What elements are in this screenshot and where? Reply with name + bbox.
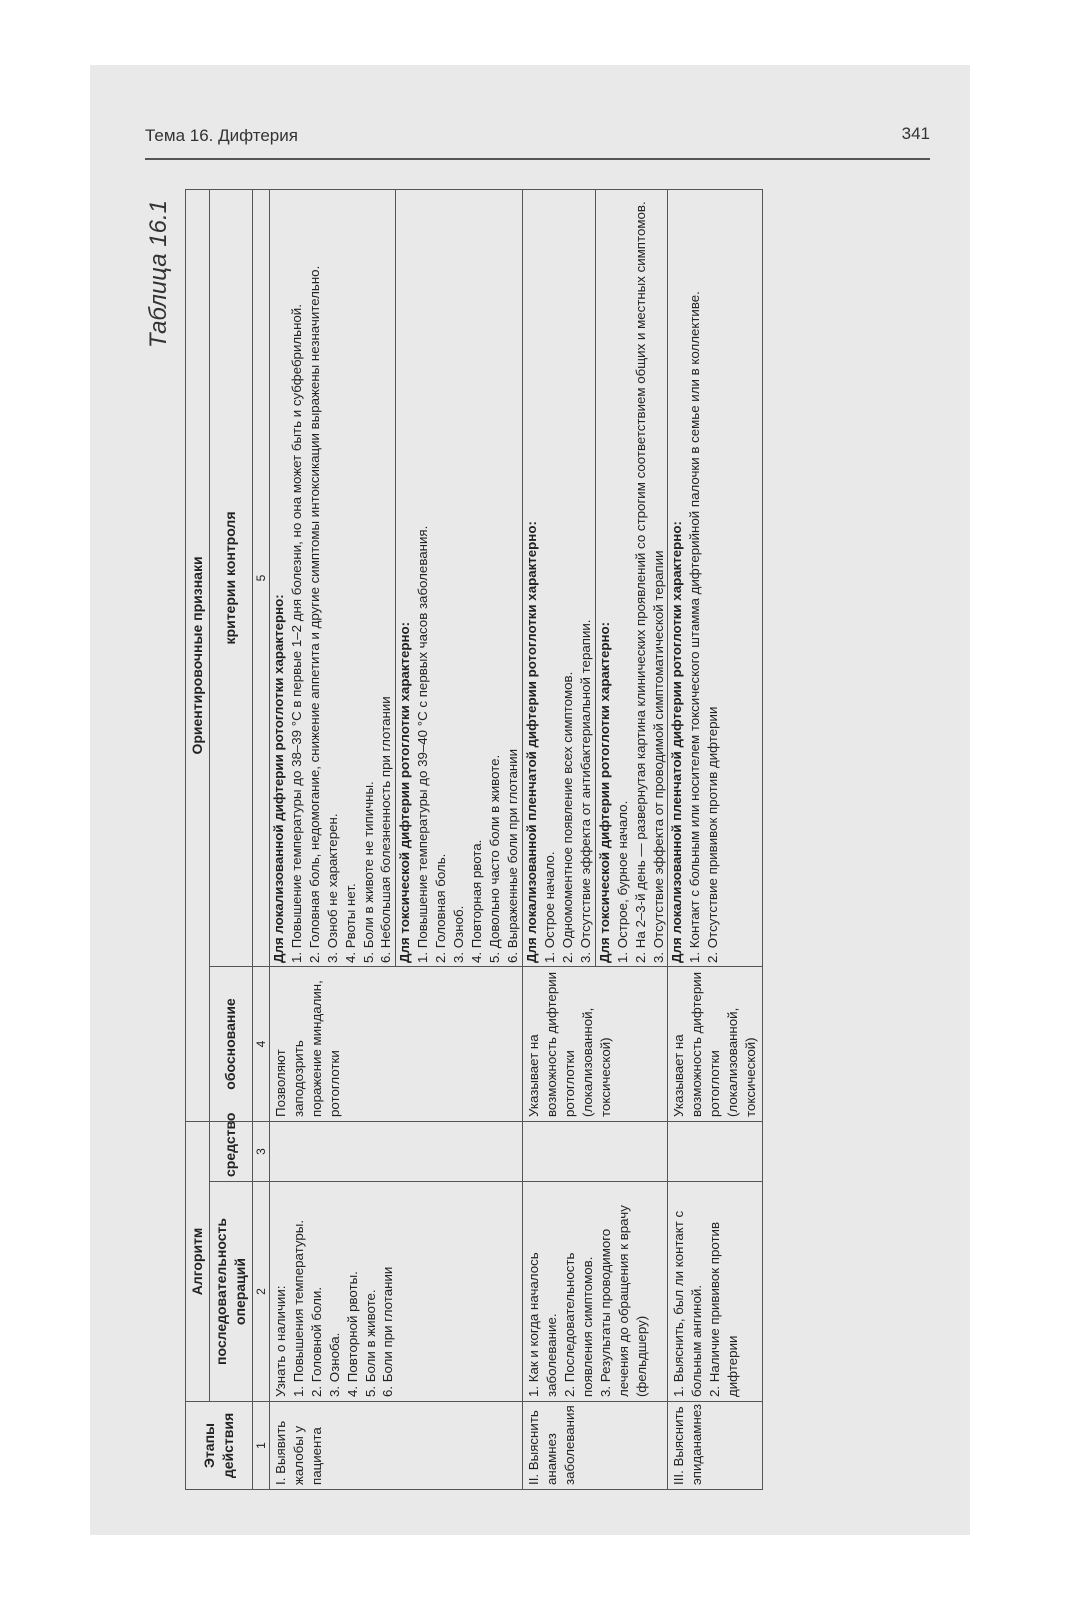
- criteria-item: 5. Боли в животе не типичны.: [360, 781, 376, 963]
- page-title: Тема 16. Дифтерия: [145, 126, 298, 145]
- column-number: 2: [252, 1182, 269, 1402]
- operation-item: 1. Выяснить, был ли контакт с больным ангиной.: [671, 1210, 705, 1397]
- table-row: [269, 189, 522, 1489]
- table-row: [668, 189, 763, 1489]
- stage-cell: I. Выявить жалобы у пациента: [269, 1402, 522, 1490]
- means-cell: [269, 1121, 522, 1181]
- column-numbers-row: [252, 189, 269, 1489]
- justification-cell: Указывает на возможность дифтерии ротоглотки (локализованной, токсической): [668, 966, 763, 1121]
- header-criteria: критерии контроля: [209, 189, 252, 966]
- operations-list: [525, 1186, 651, 1397]
- justification-cell: Указывает на возможность дифтерии ротоглотки (локализованной, токсической): [522, 966, 668, 1121]
- criteria-list: [414, 193, 522, 963]
- stage-cell: II. Выяснить анамнез заболевания: [522, 1402, 668, 1490]
- header-sequence: последовательность операций: [209, 1182, 252, 1402]
- operation-item: 2. Последовательность появления симптомов.: [561, 1252, 595, 1397]
- table-row: [522, 189, 668, 1489]
- page-header: [145, 120, 930, 160]
- criteria-block: [270, 190, 396, 966]
- criteria-item: 2. Головная боль, недомогание, снижение аппетита и другие симптомы интоксикации выражены незначительно.: [306, 265, 322, 963]
- criteria-item: 5. Довольно часто боли в животе.: [487, 754, 503, 963]
- criteria-item: 4. Рвоты нет.: [342, 883, 358, 963]
- column-number: 4: [252, 966, 269, 1121]
- criteria-item: 2. Головная боль.: [433, 853, 449, 963]
- criteria-item: 1. Острое, бурное начало.: [614, 800, 630, 963]
- criteria-item: 3. Отсутствие эффекта от проводимой симптоматической терапии: [650, 550, 666, 963]
- operation-item: 2. Головной боли.: [308, 1286, 324, 1397]
- criteria-item: 2. Отсутствие прививок против дифтерии: [705, 706, 721, 963]
- criteria-item: 6. Небольшая болезненность при глотании: [378, 696, 394, 963]
- criteria-cell: [522, 189, 668, 966]
- operation-item: 1. Как и когда началось заболевание.: [525, 1252, 559, 1397]
- operation-item: 5. Боли в животе.: [362, 1289, 378, 1397]
- operation-item: 3. Результаты проводимого лечения до обращения к врачу (фельдшеру): [597, 1205, 649, 1397]
- justification-cell: Позволяют заподозрить поражение миндалин, ротоглотки: [269, 966, 522, 1121]
- table-caption: Таблица 16.1: [145, 200, 172, 349]
- criteria-title: Для токсической дифтерии ротоглотки характерно:: [596, 621, 612, 963]
- header-means: средство: [209, 1121, 252, 1181]
- operations-intro: Узнать о наличии:: [272, 1285, 288, 1397]
- criteria-cell: [269, 189, 522, 966]
- criteria-block: [668, 190, 722, 966]
- criteria-block: [595, 190, 668, 966]
- stage-cell: III. Выяснить эпиданамнез: [668, 1402, 763, 1490]
- criteria-cell: [668, 189, 763, 966]
- criteria-list: [541, 193, 595, 963]
- criteria-title: Для локализованной дифтерии ротоглотки характерно:: [270, 594, 286, 963]
- criteria-item: 4. Повторная рвота.: [469, 839, 485, 963]
- criteria-block: [523, 190, 595, 966]
- algorithm-table: [185, 189, 763, 1490]
- operations-cell: [522, 1182, 668, 1402]
- rotated-table-area: [145, 190, 935, 1490]
- operation-item: 6. Боли при глотании: [380, 1266, 396, 1397]
- column-number: 1: [252, 1402, 269, 1490]
- criteria-list: [288, 193, 396, 963]
- header-orientation-signs: Ориентировочные признаки: [186, 189, 210, 1121]
- header-stages: Этапы действия: [186, 1402, 253, 1490]
- criteria-block: [395, 190, 522, 966]
- operation-item: 1. Повышения температуры.: [290, 1219, 306, 1397]
- criteria-item: 1. Повышение температуры до 38–39 °С в первые 1–2 дня болезни, но она может быть и субфебрильной.: [288, 304, 304, 963]
- criteria-title: Для локализованной пленчатой дифтерии ротоглотки характерно:: [523, 521, 539, 963]
- means-cell: [668, 1121, 763, 1181]
- operations-cell: [269, 1182, 522, 1402]
- criteria-item: 1. Повышение температуры до 39–40 °С с первых часов заболевания.: [415, 525, 431, 963]
- criteria-title: Для токсической дифтерии ротоглотки характерно:: [397, 621, 413, 963]
- operations-list: [670, 1186, 742, 1397]
- criteria-item: 2. На 2–3-й день — развернутая картина клинических проявлений со строгим соответствием общих и местных симптомов.: [632, 201, 648, 963]
- criteria-item: 1. Контакт с больным или носителем токсического штамма дифтерийной палочки в семье или в коллективе.: [687, 291, 703, 963]
- header-justification: обоснование: [209, 966, 252, 1121]
- operation-item: 3. Озноба.: [326, 1332, 342, 1397]
- criteria-item: 3. Озноб.: [451, 905, 467, 963]
- operations-cell: [668, 1182, 763, 1402]
- criteria-list: [614, 193, 668, 963]
- header-algorithm: Алгоритм: [186, 1121, 210, 1401]
- operation-item: 4. Повторной рвоты.: [344, 1271, 360, 1397]
- operation-item: 2. Наличие прививок против дифтерии: [707, 1221, 741, 1397]
- criteria-item: 2. Одномоментное появление всех симптомов.: [559, 671, 575, 963]
- operations-list: [290, 1186, 398, 1397]
- column-number: 5: [252, 189, 269, 966]
- criteria-item: 3. Отсутствие эффекта от антибактериальной терапии.: [577, 619, 593, 963]
- page-number: 341: [901, 124, 930, 143]
- criteria-item: 1. Острое начало.: [541, 851, 557, 963]
- criteria-item: 6. Выраженные боли при глотании: [505, 748, 521, 963]
- criteria-item: 3. Озноб не характерен.: [324, 813, 340, 963]
- criteria-list: [686, 193, 722, 963]
- column-number: 3: [252, 1121, 269, 1181]
- means-cell: [522, 1121, 668, 1181]
- criteria-title: Для локализованной пленчатой дифтерии ротоглотки характерно:: [669, 521, 685, 963]
